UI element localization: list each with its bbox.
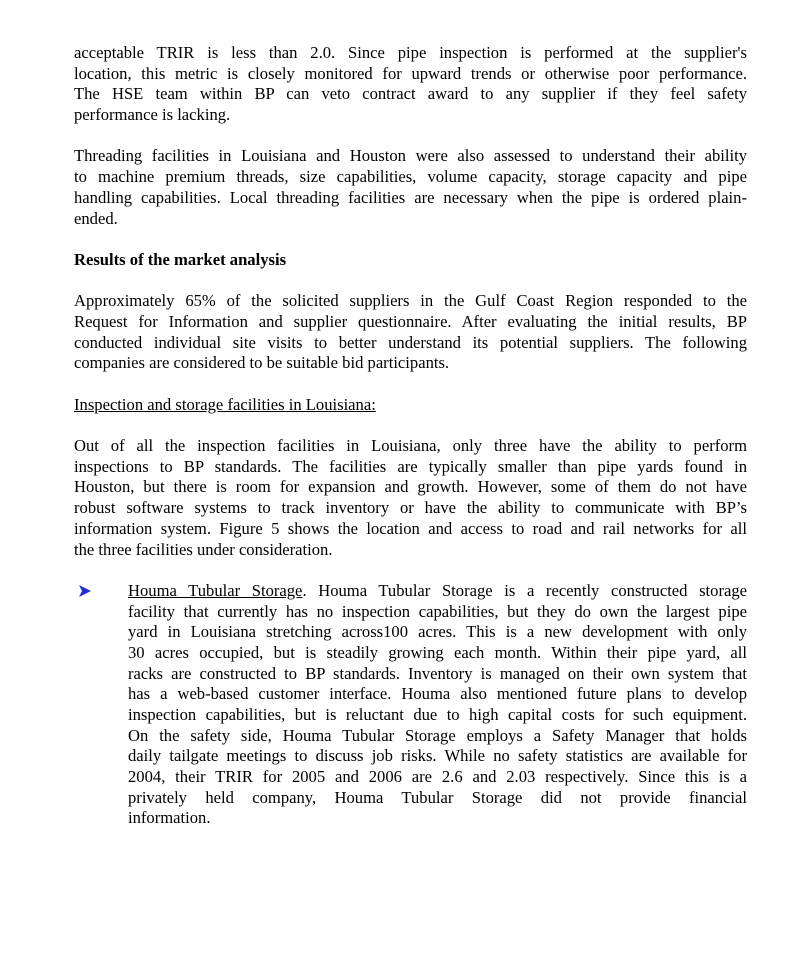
text-line: to machine premium threads, size capabilities, volume capacity, storage capacity and pipe [74, 167, 747, 187]
text-line: Approximately 65% of the solicited suppliers in the Gulf Coast Region responded to the [74, 291, 747, 311]
heading-results: Results of the market analysis [74, 249, 287, 269]
text-line: Request for Information and supplier questionnaire. After evaluating the initial results, BP [74, 311, 747, 331]
bullet-houma [128, 581, 747, 829]
text-line: Houston, but there is room for expansion and growth. However, some of them do not have [74, 477, 747, 497]
text-line: yard in Louisiana stretching across100 acres. This is a new development with only [128, 622, 747, 642]
paragraph-approximately [74, 291, 747, 374]
paragraph-trir [74, 43, 747, 126]
text-line: information system. Figure 5 shows the location and access to road and rail networks for all [74, 518, 747, 538]
text-line: inspection capabilities, but is reluctant due to high capital costs for such equipment. [128, 705, 747, 724]
bullet-title: Houma Tubular Storage [128, 580, 303, 600]
text-line: Out of all the inspection facilities in Louisiana, only three have the ability to perform [74, 436, 747, 456]
text-line: performance is lacking. [74, 105, 231, 125]
document-page [74, 43, 747, 829]
bullet-first-line [128, 581, 747, 602]
text-line: has a web-based customer interface. Houma also mentioned future plans to develop [128, 684, 747, 704]
text-line: 2004, their TRIR for 2005 and 2006 are 2.6 and 2.03 respectively. Since this is a [128, 767, 747, 787]
subheading-louisiana: Inspection and storage facilities in Louisiana: [74, 394, 376, 414]
paragraph-inspection [74, 436, 747, 560]
text-line: On the safety side, Houma Tubular Storage employs a Safety Manager that holds [128, 725, 747, 745]
text-line: privately held company, Houma Tubular Storage did not provide financial [128, 787, 747, 807]
text-line: information. [128, 808, 211, 828]
text-line: location, this metric is closely monitored for upward trends or otherwise poor performance. [74, 63, 747, 83]
bullet-body [128, 602, 747, 830]
text-line: 30 acres occupied, but is steadily growing each month. Within their pipe yard, all [128, 642, 747, 662]
text-line: facility that currently has no inspection capabilities, but they do own the largest pipe [128, 601, 747, 621]
text-line: conducted individual site visits to better understand its potential suppliers. The following [74, 332, 747, 352]
text-line: racks are constructed to BP standards. Inventory is managed on their own system that [128, 663, 747, 683]
text-line: ended. [74, 208, 118, 228]
text-line: acceptable TRIR is less than 2.0. Since pipe inspection is performed at the supplier's [74, 43, 747, 62]
text-line: Threading facilities in Louisiana and Houston were also assessed to understand their ability [74, 146, 747, 166]
paragraph-threading [74, 146, 747, 229]
text-line: inspections to BP standards. The facilities are typically smaller than pipe yards found in [74, 456, 747, 476]
bullet-first-line-text: . Houma Tubular Storage is a recently constructed storage [302, 580, 748, 600]
text-line: The HSE team within BP can veto contract award to any supplier if they feel safety [74, 84, 747, 104]
text-line: robust software systems to track inventory or have the ability to communicate with BP’s [74, 498, 747, 518]
text-line: companies are considered to be suitable bid participants. [74, 353, 450, 373]
text-line: handling capabilities. Local threading facilities are necessary when the pipe is ordered plain- [74, 187, 747, 207]
text-line: daily tailgate meetings to discuss job risks. While no safety statistics are available for [128, 746, 747, 766]
text-line: the three facilities under consideration. [74, 539, 333, 559]
arrow-bullet-icon [78, 584, 92, 598]
